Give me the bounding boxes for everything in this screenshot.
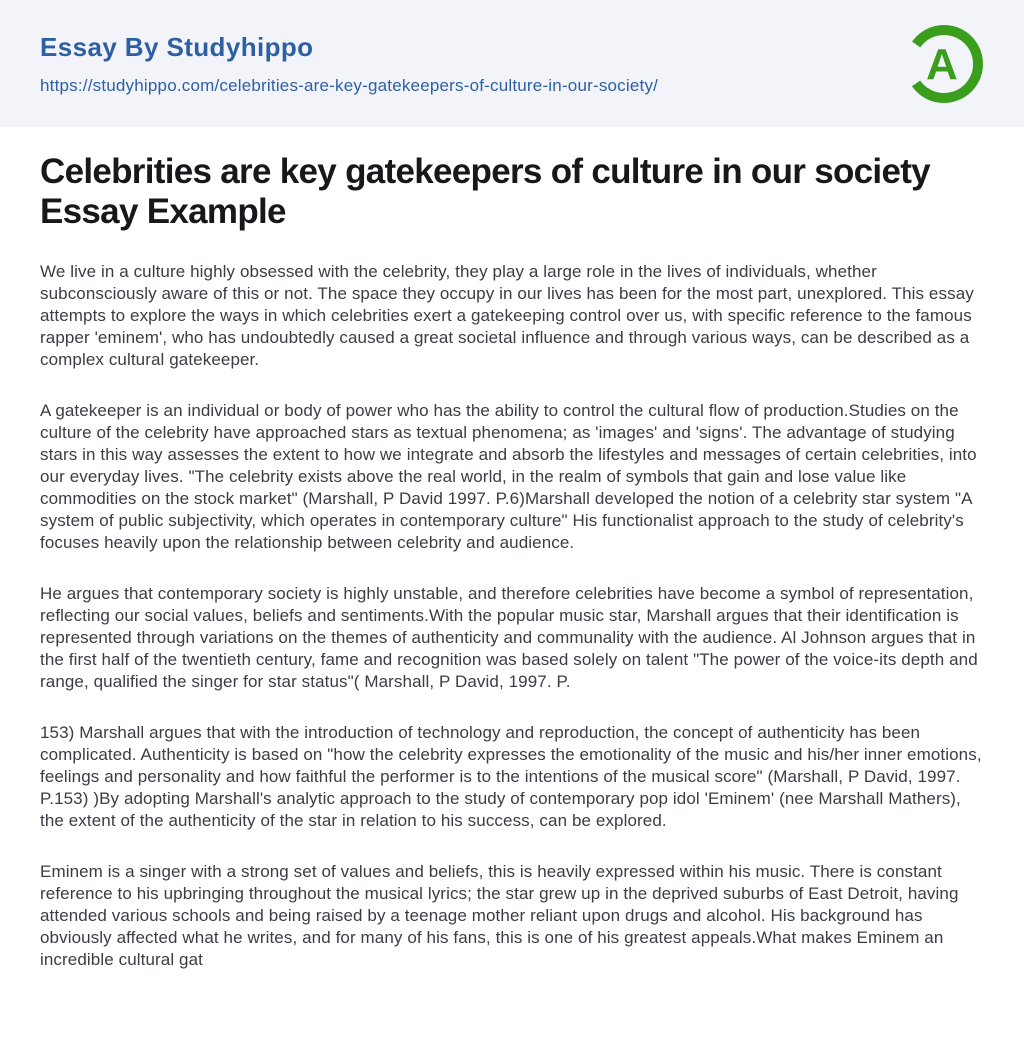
essay-paragraph: Eminem is a singer with a strong set of values and beliefs, this is heavily expressed within his music. There is constant reference to his upbringing throughout the musical lyrics; the star grew up in the deprived suburbs of East Detroit, having attended various schools and being raised by a teenage mother reliant upon drugs and alcohol. His background has obviously affected what he writes, and for many of his fans, this is one of his greatest appeals.What makes Eminem an incredible cultural gat	[40, 862, 959, 969]
essay-title: Celebrities are key gatekeepers of culture in our society Essay Example	[40, 152, 930, 231]
essay-body	[40, 261, 984, 971]
header-text-block	[40, 32, 658, 96]
site-title: Essay By Studyhippo	[40, 31, 314, 62]
essay-paragraph: He argues that contemporary society is highly unstable, and therefore celebrities have become a symbol of representation, reflecting our social values, beliefs and sentiments.With the popular music star, Marshall argues that their identification is represented through variations on the themes of authenticity and communality with the audience. Al Johnson argues that in the first half of the twentieth century, fame and recognition was based solely on talent "The power of the voice-its depth and range, qualified the singer for star status"( Marshall, P David, 1997. P.	[40, 584, 978, 691]
logo-letter: A	[926, 39, 958, 89]
essay-content	[0, 127, 1024, 971]
essay-paragraph: 153) Marshall argues that with the introduction of technology and reproduction, the concept of authenticity has been complicated. Authenticity is based on "how the celebrity expresses the emotionality of the music and his/her inner emotions, feelings and personality and how faithful the performer is to the intentions of the musical score" (Marshall, P David, 1997. P.153) )By adopting Marshall's analytic approach to the study of contemporary pop idol 'Eminem' (nee Marshall Mathers), the extent of the authenticity of the star in relation to his success, can be explored.	[40, 723, 982, 830]
essay-paragraph: We live in a culture highly obsessed with the celebrity, they play a large role in the lives of individuals, whether subconsciously aware of this or not. The space they occupy in our lives has been for the most part, unexplored. This essay attempts to explore the ways in which celebrities exert a gatekeeping control over us, with specific reference to the famous rapper 'eminem', who has undoubtedly caused a great societal influence and through various ways, can be described as a complex cultural gatekeeper.	[40, 262, 974, 369]
essay-paragraph: A gatekeeper is an individual or body of power who has the ability to control the cultural flow of production.Studies on the culture of the celebrity have approached stars as textual phenomena; as 'images' and 'signs'. The advantage of studying stars in this way assesses the extent to how we integrate and absorb the lifestyles and messages of certain celebrities, into our everyday lives. "The celebrity exists above the real world, in the realm of symbols that gain and lose value like commodities on the stock market" (Marshall, P David 1997. P.6)Marshall developed the notion of a celebrity star system "A system of public subjectivity, which operates in contemporary culture" His functionalist approach to the study of celebrity's focuses heavily upon the relationship between celebrity and audience.	[40, 401, 977, 552]
studyhippo-logo-icon	[902, 22, 986, 106]
essay-url-link[interactable]: https://studyhippo.com/celebrities-are-key-gatekeepers-of-culture-in-our-society/	[40, 75, 659, 95]
page-header	[0, 0, 1024, 127]
